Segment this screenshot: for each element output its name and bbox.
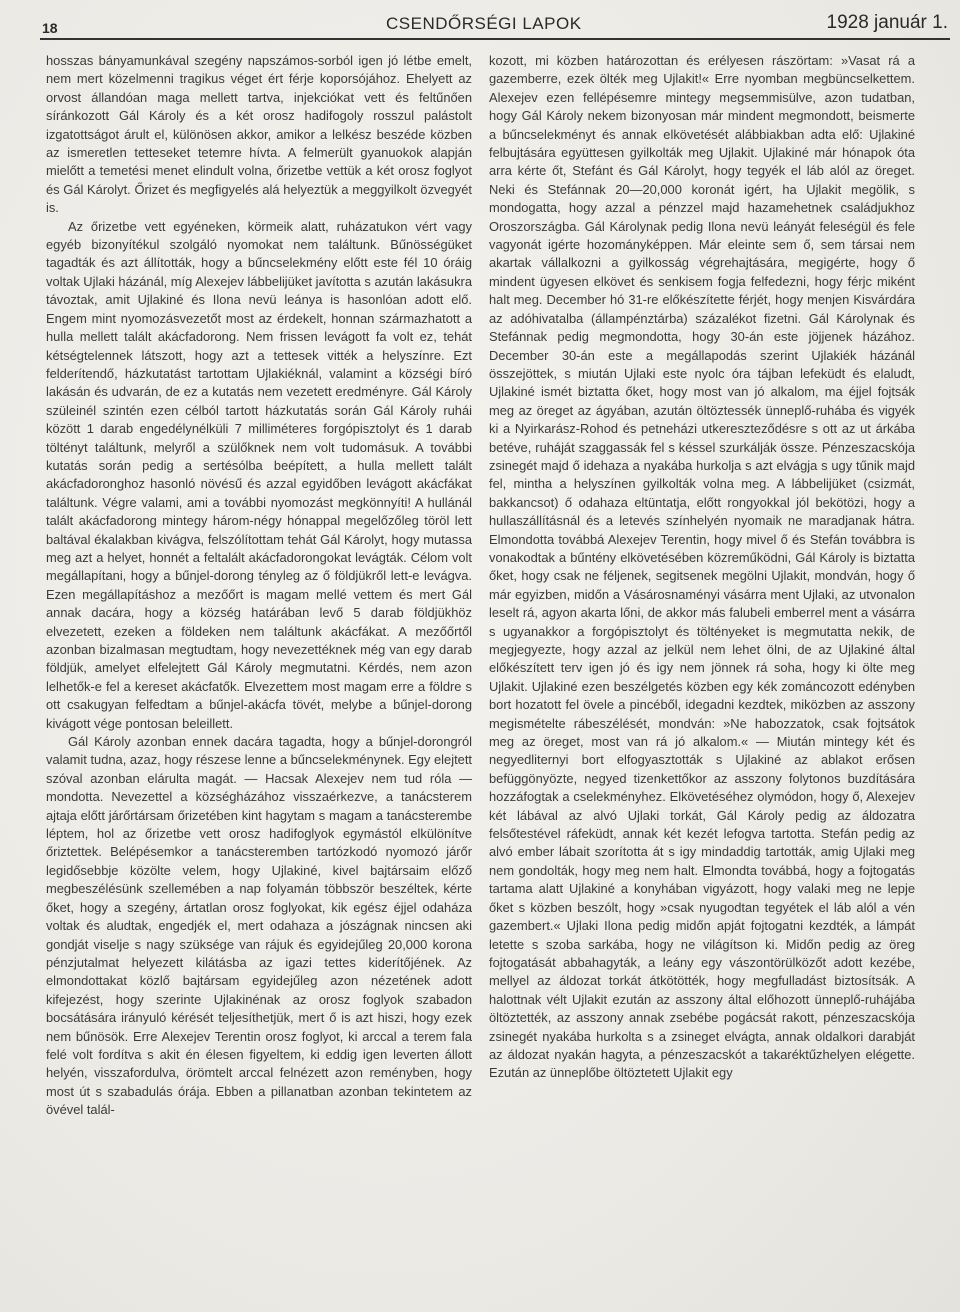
masthead-title: CSENDŐRSÉGI LAPOK [386, 14, 582, 33]
issue-date: 1928 január 1. [826, 12, 948, 33]
page-header [36, 10, 948, 40]
article-paragraph: hosszas bányamunkával szegény napszámos-sorból igen jó létbe emelt, nem mert közelmenni tragikus véget ért férje koporsójához. Ehelyett az orvost állandóan maga mellett tartva, injekciókat vett és feltűnően síránkozott Gál Károly és a két orosz hadifogoly rosszul palástolt izgatottságot árult el, különösen akkor, amikor a lelkész beszéde közben az ismeretlen tetteseket tetemre hívta. A felmerült gyanuokok alapján mielőtt a temetési menet elindult volna, őrizetbe vettük a két orosz foglyot és Gál Károlyt. Őrizet és megfigyelés alá helyeztük a meggyilkolt özvegyét is. [46, 53, 472, 216]
right-column [489, 52, 915, 1302]
article-paragraph: Gál Károly azonban ennek dacára tagadta, hogy a bűnjel-dorongról valamit tudna, azaz, hogy részese lenne a bűncselekménynek. Egy elejtett szóval azonban elárulta magát. — Hacsak Alexejev nem tud róla — mondotta. Nevezettel a községházához visszaérkezve, a tanácsterem ajtaja előtt járőrtársam őrizetében kint hagytam s magam a tanácsterembe léptem, hol az őrizetbe vett orosz hadifoglyok egymástól elkülönítve őriztettek. Belépésemkor a tanácsteremben tartózkodó nyomozó járőr legidősebbje közölte velem, hogy Ujlakiné, kivel bajtársaim előző megbeszélésünk szellemében a nap folyamán többször beszéltek, kérte őket, hogy a szegény, ártatlan orosz foglyokat, kik egész éjjel odaháza voltak és aludtak, engedjék el, mert odahaza a jószágnak nincsen aki gondját viselje s nagy szüksége van rájuk és egyidejűleg 20,000 korona pénzjutalmat helyezett kilátásba az igazi tettes kiderítőjének. Az elmondottakat közlő bajtársam egyidejűleg azon nézetének adott kifejezést, hogy szerinte Ujlakinénak az orosz foglyok szabadon bocsátására irányuló kérését teljesíthetjük, mert ő is azt hiszi, hogy ezek nem bűnösök. Erre Alexejev Terentin orosz foglyot, ki arccal a terem fala felé volt fordítva s akit én élesen figyeltem, ki eddig igen leverten állott helyén, visszafordulva, örömtelt arccal felnézett azon reményben, hogy most út s szabadulás órája. Ebben a pillanatban azonban tekintetem az övével talál- [46, 734, 472, 1118]
article-paragraph: Az őrizetbe vett egyéneken, körmeik alatt, ruházatukon vért vagy egyéb bizonyítékul szolgáló nyomokat nem találtunk. Bűnösségüket tagadták és azt állították, hogy a bűncselekmény előtt este fél 10 óráig voltak Ujlaki házánál, míg Alexejev lábbelijüket javította s azután lakásukra távoztak, amit Ujlakiné és Ilona nevü leánya is hasonlóan adott elő. Engem mint nyomozásvezetőt most az érdekelt, honnan származhatott a hulla mellett talált akácfadorong. Nem frissen levágott fa volt ez, tehát kétségtelennek látszott, hogy azt a tettesek vitték a helyszínre. Ezt felderítendő, házkutatást tartottam Ujlakiéknál, valamint a községi bíró lakásán és udvarán, de ez a kutatás nem vezetett eredményre. Gál Károly szüleinél szintén ezen célból tartott házkutatás során Gál Károly ruhái között 1 darab engedélynélküli 7 milliméteres forgópisztolyt és 1 darab töltényt találtunk, melyről a szülőknek nem volt tudomásuk. A további kutatás során pedig a sertésólba beépített, a hulla mellett talált akácfadoronghoz hasonló növésű és azzal egyidőben levágott akácfákat találtunk. Végre valami, ami a további nyomozást megkönnyíti! A hullánál talált akácfadorong mintegy három-négy hónappal megelőzőleg töröl lett baltával ékalakban kivágva, felszólítottam tehát Gál Károlyt, hogy mutassa meg azt a helyet, honnét a feltalált akácfadorongokat levágták. Célom volt megállapítani, hogy a bűnjel-dorong tényleg az ő földjükről lett-e levágva. Ezen megállapításhoz a mezőőrt is magam mellé vettem és mert Gál annak dacára, hogy a község határában levő 5 darab földjükhöz elvezetett, ezeken a földeken nem találtunk akácfákat. A mezőőrtől azonban bizalmasan megtudtam, hogy nevezettéknek még van egy darab földjük, amelyet elfelejtett Gál Károly megmutatni. Kérdés, nem azon lelhetők-e fel a kereset akácfatők. Elvezettem most magam erre a földre s ott csakugyan felfedtam a bűnjel-akácfa tövét, melybe a bűnjel-dorong kivágott vége pontosan beleillett. [46, 218, 472, 731]
article-paragraph: kozott, mi közben határozottan és erélyesen rászörtam: »Vasat rá a gazemberre, ezek ölték meg Ujlakit!« Erre nyomban megbüncselkettem. Alexejev ezen fellépésemre mintegy megsemmisülve, azon tudatban, hogy Gál Károly nekem bizonyosan már mindent megmondott, beismerte a bűncselekményt és annak elkövetését alábbiakban adta elő: Ujlakiné felbujtására együttesen gyilkolták meg Ujlakit. Ujlakiné már hónapok óta arra kérte őt, Stefánt és Gál Károlyt, hogy tegyék el láb alól az öreget. Neki és Stefánnak 20—20,000 koronát igért, ha Ujlakit megölik, s mondogatta, hogy azzal a pénzzel majd hazamehetnek családjukhoz Oroszországba. Gál Károlynak pedig Ilona nevü leányát feleségül és fele vagyonát igérte hozományképpen. Már eleinte sem ő, sem társai nem akartak vállalkozni a gyilkosság végrehajtására, megigérte, hogy ő mindent ügyesen elkövet és senkisem fogja felfedezni, hogy férjc miként halt meg. December hó 31-re előkészítette férjét, hogy menjen Kisvárdára az adóhivatalba (állampénztárba) százalékot fizetni. Gál Károlynak és Stefánnak pedig megmondotta, hogy 30-án este jöjjenek házához. December 30-án este a megállapodás szerint Ujlakiék házánál összejöttek, s miután Ujlaki este nyolc óra tájban lefeküdt és elaludt, Ujlakiné ismét biztatta őket, hogy most van jó alkalom, ma éjjel fojtsák meg az öreget az ágyában, azután öltöztessék ünneplő-ruhába és vigyék ki a Nyirkarász-Rohod és petneházi utkereszteződésre s ott az ut árkába betéve, ruháját szaggassák fel s késsel szurkálják össze. Pénzeszacskója zsinegét majd ő idehaza a nyakába hurkolja s azt elvágja s ugy tűnik majd fel, mintha a helyszínen gyilkolták volna meg. A lábbelijüket (csizmát, bakkancsot) ő odahaza eltüntatja, előtt rongyokkal jól bekötözi, hogy a hullaszállításnál és a letevés színhelyén nyomaik ne maradjanak hátra. Elmondotta továbbá Alexejev Terentin, hogy mivel ő és Stefán továbbra is vonakodtak a bűntény elkövetésében közreműködni, Gál Károly is biztatta őket, hogy csak ne féljenek, segitsenek megölni Ujlakit, mondván, hogy ő már egyizben, midőn a Vásárosnaményi vásárra ment Ujlaki, az utvonalon leselt rá, agyon akarta lőni, de akkor más falubeli emberrel ment a vásárra s ugyanakkor a forgópisztolyt és töltényeket is megmutatta nekik, de megjegyezte, hogy azzal az jelkül nem lehet ölni, de az Ujlakiné által előkészített terv igen jó és igy nem jönnek rá soha, hogy ki ölte meg Ujlakit. Ujlakiné ezen beszélgetés közben egy kék zománcozott edényben bort hozatott fel övele a pincéből, idegadni kezdtek, miközben az asszony megismételte rábeszélését, mondván: »Ne habozzatok, csak fojtsátok meg az öreget, most van rá jó alkalom.« — Miután mintegy két és negyedliternyi bort elfogyasztották s Ujlakiné az ablakot erősen befüggönyözte, negyed tizenkettőkor az asszony folytonos buzdítására hozzáfogtak a cselekményhez. Elkövetéséhez olymódon, hogy ő, Alexejev két lábával az alvó Ujlaki torkát, Gál Károly pedig az áldozatra felsőtestével ráfeküdt, annak két kezét lefogva tartotta. Stefán pedig az alvó ember lábait szorította át s igy mindaddig tartották, amig Ujlaki meg nem gondolták, hogy meg nem halt. Elmondta továbbá, hogy a fojtogatás tartama alatt Ujlakiné a konyhában vigyázott, hogy valaki meg ne lepje őket s közben beszólt, hogy »csak nyugodtan tegyétek el láb alól a vén gazembert.« Ujlaki Ilona pedig midőn apját fojtogatni kezdték, a lámpát letette s szoba sarkába, hogy ne világítson ki. Midőn pedig az öreg fojtogatását abbahagyták, a leány egy vászontörülközőt adott kezébe, mellyel az áldozat torkát átkötötték, hogy megfulladást biztosítsák. A halottnak vélt Ujlakit ezután az asszony által előhozott ünneplő-ruhájába öltöztették, az asszony annak zsebébe pogácsát rakott, pénzeszacskója zsinegét nyakába hurkolta s a zsineget elvágta, annak oldalkori darabját az áldozat nyakán hagyta, a pénzeszacskót a takaréktűzhelyen elégette. Ezután az ünneplőbe öltöztetett Ujlakit egy [489, 53, 915, 1081]
left-column [46, 52, 472, 1302]
header-rule [40, 38, 950, 40]
page-number: 18 [42, 20, 58, 36]
